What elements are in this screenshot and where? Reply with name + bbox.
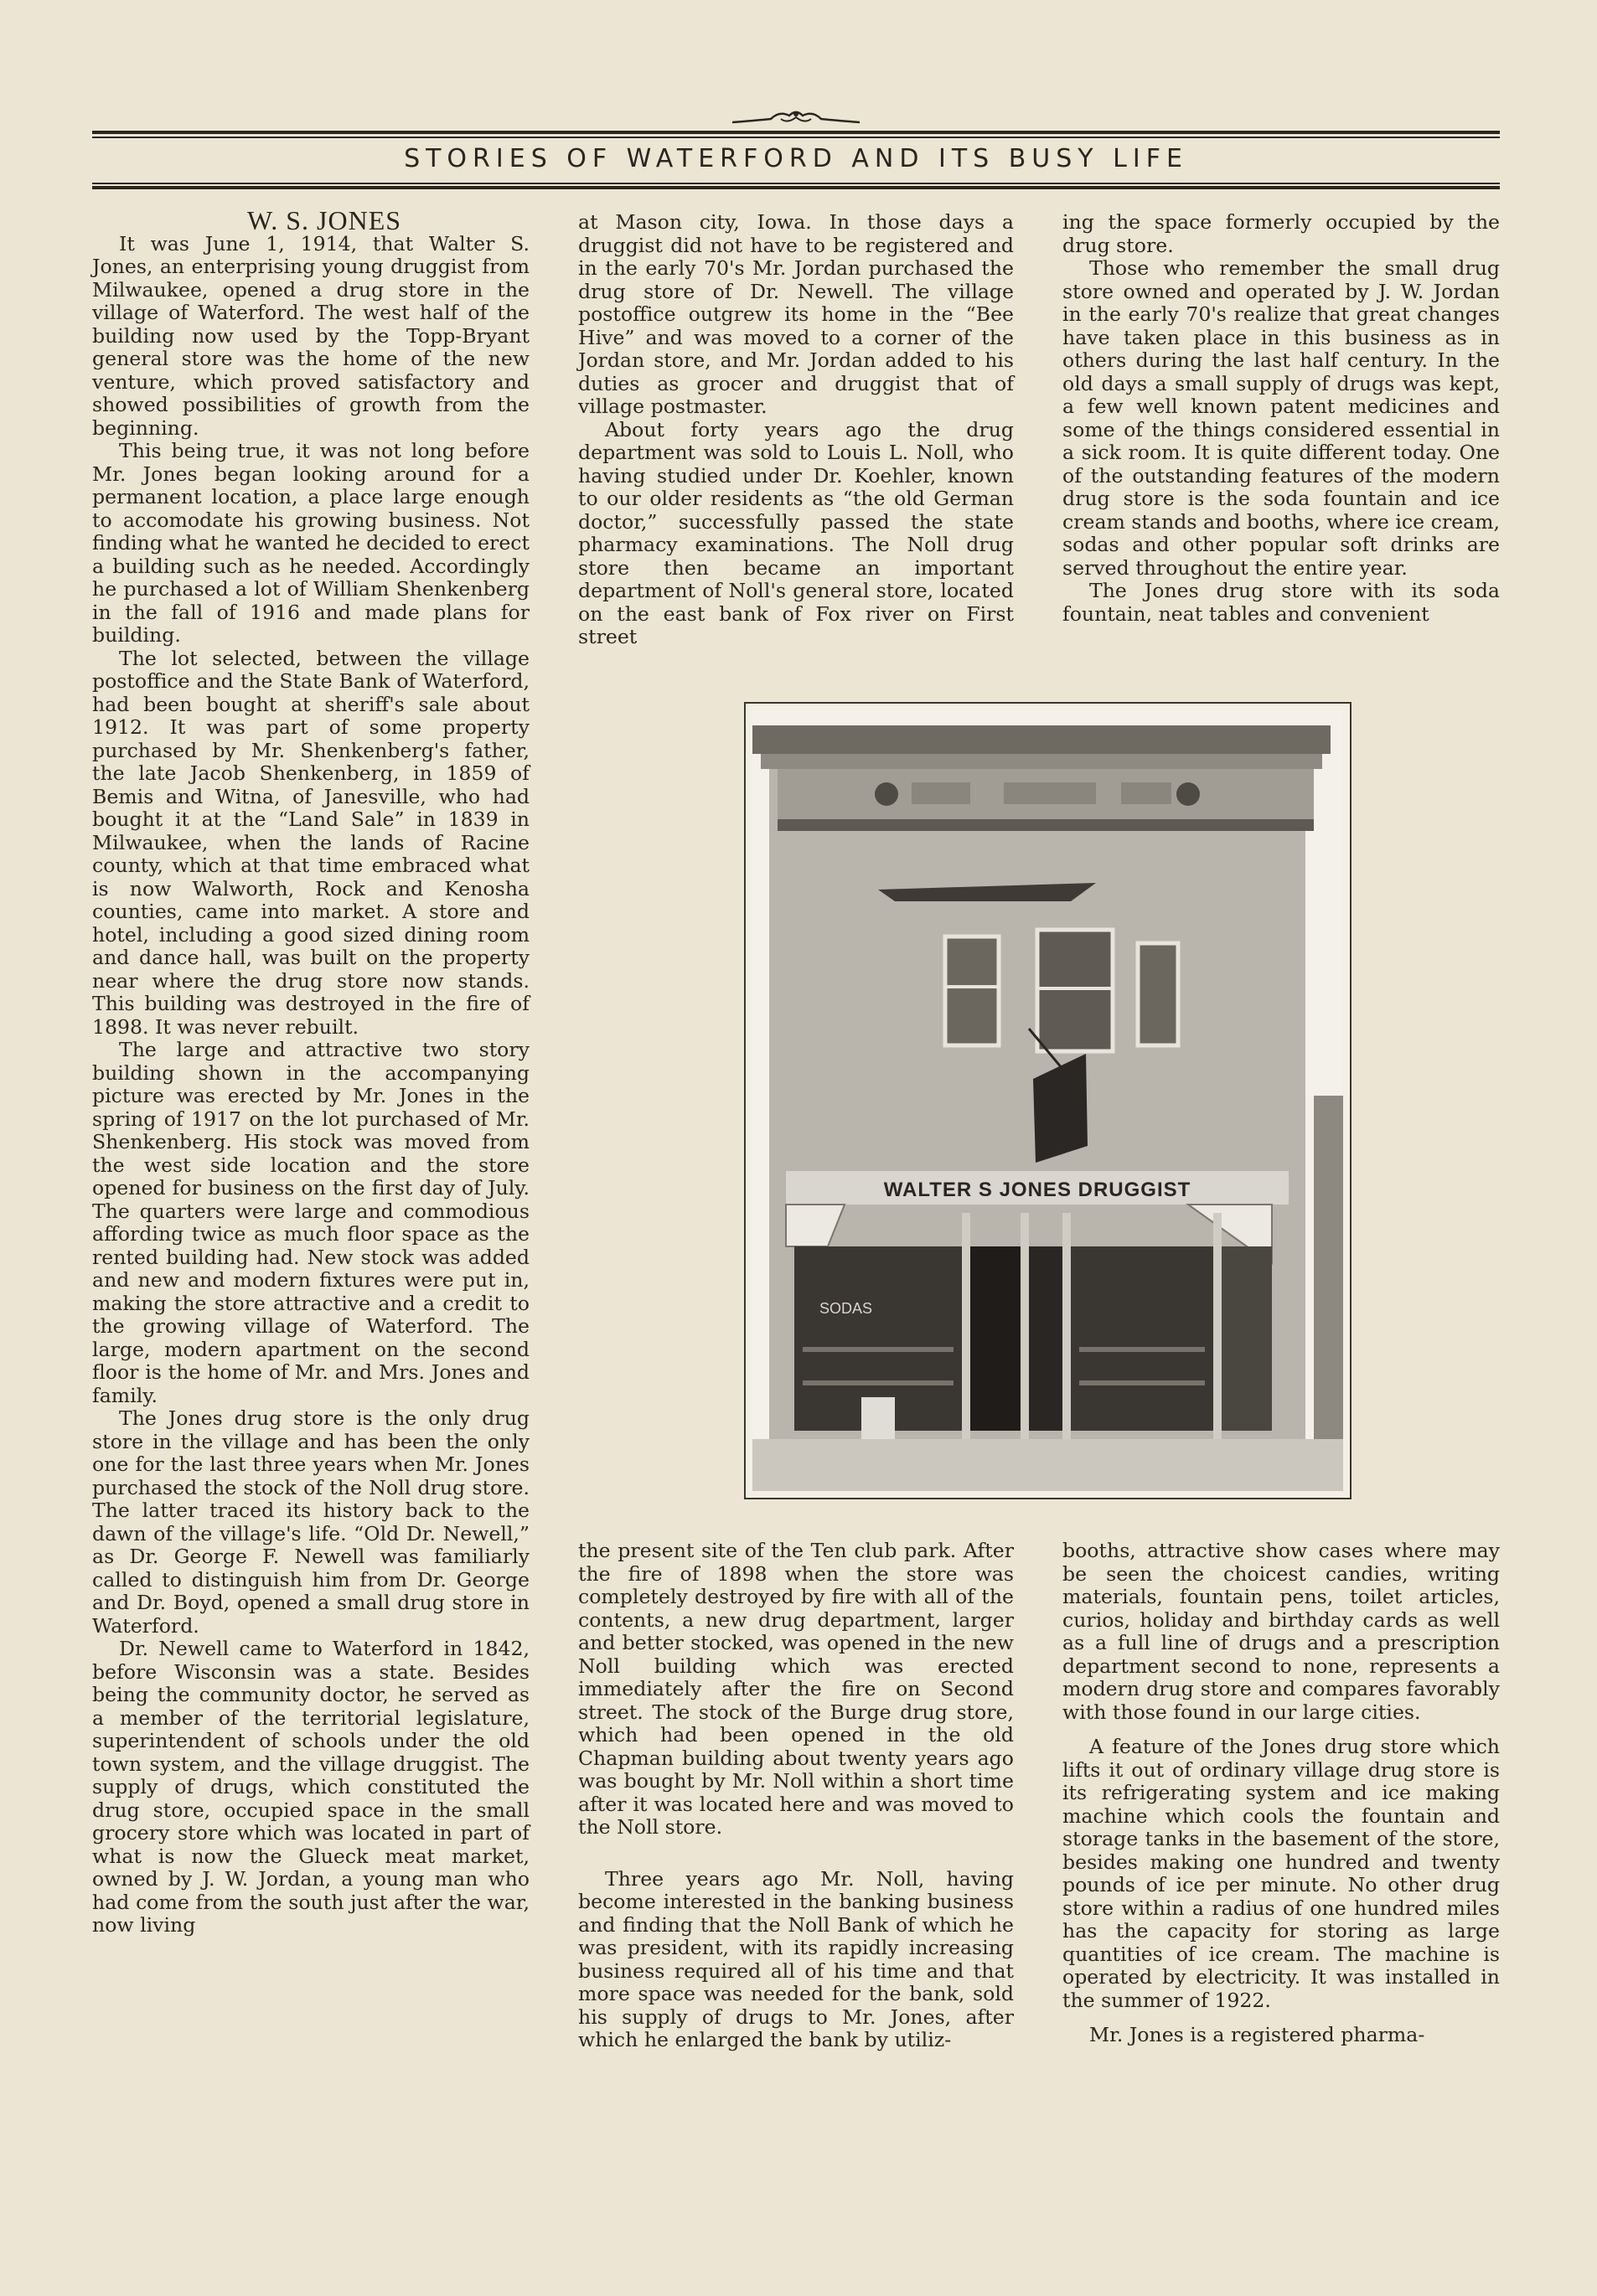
header-rule-top-thin	[92, 137, 1500, 138]
paragraph: Those who remember the small drug store owned and operated by J. W. Jordan in the early 70's realize that great changes have taken place in this business as in others during the last half century. In the old days a small supply of drugs was kept, a few well known patent medicines and some of the things considered essential in a sick room. It is quite different today. One of the outstanding features of the modern drug store is the soda fountain and ice cream stands and booths, where ice cream, sodas and other popular soft drinks are served throughout the entire year.	[1062, 256, 1500, 580]
paragraph: This being true, it was not long before Mr. Jones began looking around for a permanent location, a place large enough to accomodate his growing business. Not finding what he wanted he decided to erect a building such as he needed. Accordingly he purchased a lot of William Shenkenberg in the fall of 1916 and made plans for building.	[92, 439, 530, 647]
storefront-photo-frame	[744, 702, 1352, 1499]
paragraph: booths, attractive show cases where may be seen the choicest candies, writing materials, fountain pens, toilet articles, curios, holiday and birthday cards as well as a full line of drugs and a prescription department second to none, represents a modern drug store and compares favorably with those found in our large cities.	[1062, 1539, 1500, 1724]
paragraph: the present site of the Ten club park. After the fire of 1898 when the store was completely destroyed by fire with all of the contents, a new drug department, larger and better stocked, was opened in the new Noll building which was erected immediately after the fire on Second street. The stock of the Burge drug store, which had been opened in the old Chapman building about twenty years ago was bought by Mr. Noll within a short time after it was located here and was moved to the Noll store.	[578, 1539, 1014, 1839]
paragraph: Three years ago Mr. Noll, having become interested in the banking business and finding that the Noll Bank of which he was president, with its rapidly increasing business required all of his time and that more space was needed for the bank, sold his supply of drugs to Mr. Jones, after which he enlarged the bank by utiliz-	[578, 1866, 1014, 2051]
paragraph: About forty years ago the drug department was sold to Louis L. Noll, who having studied under Dr. Koehler, known to our older residents as “the old German doctor,” successfully passed the state pharmacy examinations. The Noll drug store then became an important department of Noll's general store, located on the east bank of Fox river on First street	[578, 417, 1014, 648]
paragraph: The Jones drug store is the only drug store in the village and has been the only one for the last three years when Mr. Jones purchased the stock of the Noll drug store. The latter traced its history back to the dawn of the village's life. “Old Dr. Newell,” as Dr. George F. Newell was familiarly called to distinguish him from Dr. George and Dr. Boyd, opened a small drug store in Waterford.	[92, 1406, 530, 1638]
header-ornament	[729, 107, 863, 129]
column-1	[92, 205, 530, 1937]
paragraph: The Jones drug store with its soda fountain, neat tables and convenient	[1062, 579, 1500, 626]
column-2-top	[578, 211, 1014, 649]
article-title: W. S. JONES	[246, 205, 402, 235]
store-sign: WALTER S JONES DRUGGIST	[883, 1179, 1191, 1201]
paragraph: ing the space formerly occupied by the drug store.	[1062, 210, 1500, 257]
paragraph: The large and attractive two story building shown in the accompanying picture was erected by Mr. Jones in the spring of 1917 on the lot purchased of Mr. Shenkenberg. His stock was moved from the west side location and the store opened for business on the first day of July. The quarters were large and commodious affording twice as much floor space as the rented building had. New stock was added and new and modern fixtures were put in, making the store attractive and a credit to the growing village of Waterford. The large, modern apartment on the second floor is the home of Mr. and Mrs. Jones and family.	[92, 1038, 530, 1407]
column-3-top	[1062, 211, 1500, 626]
paragraph: Dr. Newell came to Waterford in 1842, before Wisconsin was a state. Besides being the community doctor, he served as a member of the territorial legislature, superintendent of schools under the old town system, and the village druggist. The supply of drugs, which constituted the drug store, occupied space in the small grocery store which was located in part of what is now the Glueck meat market, owned by J. W. Jordan, a young man who had come from the south just after the war, now living	[92, 1637, 530, 1937]
paragraph: It was June 1, 1914, that Walter S. Jones, an enterprising young druggist from Milwaukee, opened a drug store in the village of Waterford. The west half of the building now used by the Topp-Bryant general store was the home of the new venture, which proved satisfactory and showed possibilities of growth from the beginning.	[92, 231, 530, 440]
header-rule-top	[92, 131, 1500, 134]
running-header: STORIES OF WATERFORD AND ITS BUSY LIFE	[404, 144, 1188, 173]
window-sign: SODAS	[819, 1300, 873, 1317]
header-rule-bottom	[92, 186, 1500, 189]
column-3-bottom	[1062, 1540, 1500, 2047]
paragraph: A feature of the Jones drug store which lifts it out of ordinary village drug store is its refrigerating system and ice making machine which cools the fountain and storage tanks in the basement of the store, besides making one hundred and twenty pounds of ice per minute. No other drug store within a radius of one hundred miles has the capacity for storing as large quantities of ice cream. The machine is operated by electricity. It was installed in the summer of 1922.	[1062, 1735, 1500, 2012]
paragraph: The lot selected, between the village postoffice and the State Bank of Waterford, had been bought at sheriff's sale about 1912. It was part of some property purchased by Mr. Shenkenberg's father, the late Jacob Shenkenberg, in 1859 of Bemis and Witna, of Janesville, who had bought it at the “Land Sale” in 1839 in Milwaukee, when the lands of Racine county, which at that time embraced what is now Walworth, Rock and Kenosha counties, came into market. A store and hotel, including a good sized dining room and dance hall, was built on the property near where the drug store now stands. This building was destroyed in the fire of 1898. It was never rebuilt.	[92, 646, 530, 1039]
paragraph: at Mason city, Iowa. In those days a druggist did not have to be registered and in the early 70's Mr. Jordan purchased the drug store of Dr. Newell. The village postoffice outgrew its home in the “Bee Hive” and was moved to a corner of the Jordan store, and Mr. Jordan added to his duties as grocer and druggist that of village postmaster.	[578, 210, 1014, 418]
paragraph: Mr. Jones is a registered pharma-	[1089, 2023, 1425, 2046]
column-2-bottom	[578, 1540, 1014, 2052]
storefront-photo	[752, 710, 1343, 1491]
header-rule-bottom-thin	[92, 183, 1500, 184]
